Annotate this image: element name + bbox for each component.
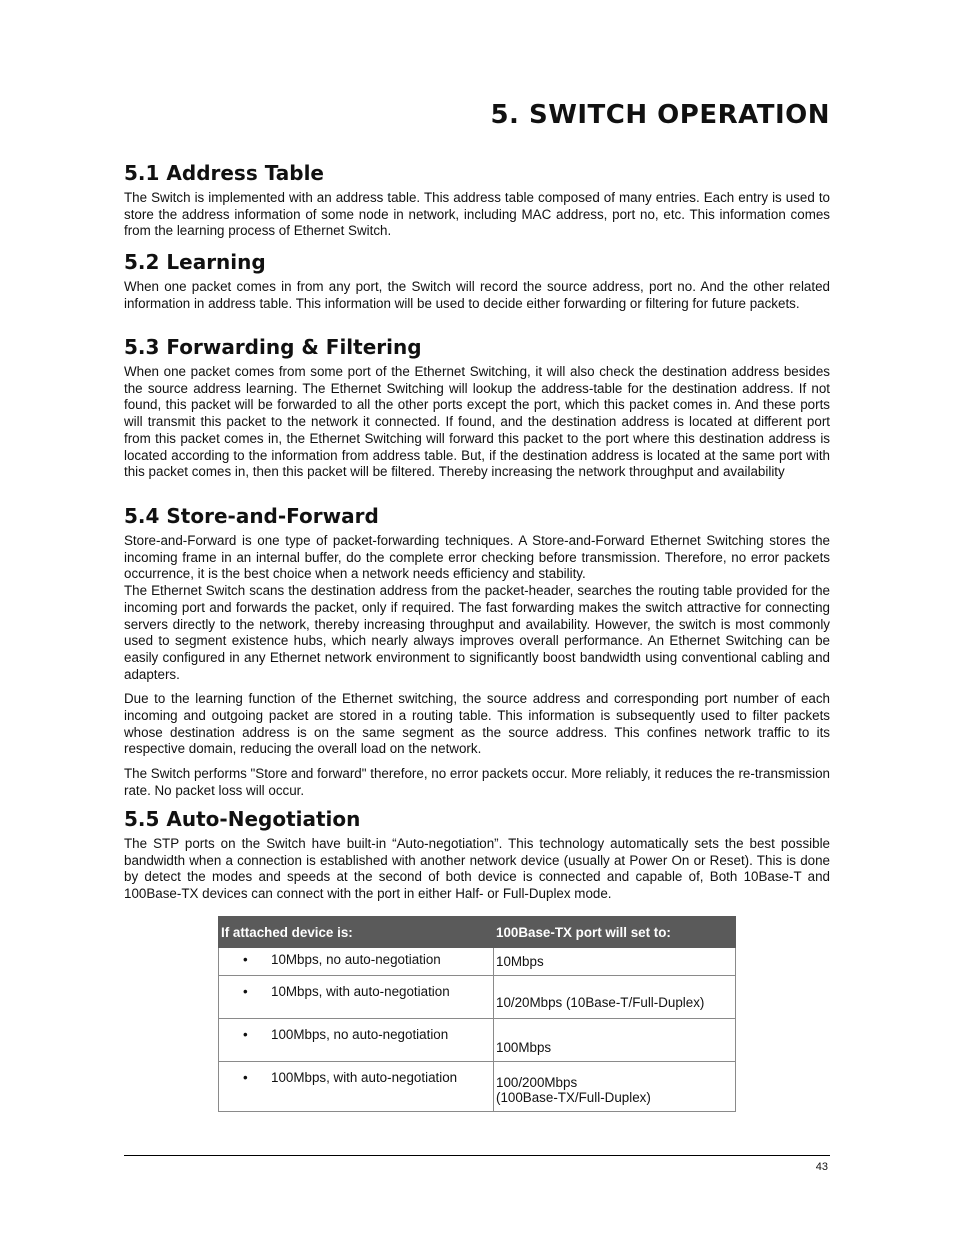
bullet: •	[243, 1070, 248, 1085]
chapter-title: 5. SWITCH OPERATION	[490, 100, 830, 130]
table-row	[219, 976, 736, 1019]
table-cell	[219, 1019, 494, 1062]
section-heading: 5.1 Address Table	[124, 161, 324, 185]
section-heading: 5.3 Forwarding & Filtering	[124, 335, 422, 359]
page-number: 43	[815, 1161, 828, 1173]
paragraph: The Switch performs "Store and forward" therefore, no error packets occur. More reliably, it reduces the re-transmission rate. No packet loss will occur.	[124, 766, 830, 798]
negotiation-table	[218, 916, 736, 1112]
device-mode: 10Mbps, with auto-negotiation	[271, 984, 450, 999]
table-cell: 10Mbps	[494, 948, 736, 976]
section-learning	[124, 249, 830, 312]
table-row	[219, 1062, 736, 1112]
paragraph: Due to the learning function of the Ethernet switching, the source address and corresponding port number of each incoming and outgoing packet are stored in a routing table. This information is subsequently used to filter packets whose destination address is on the same segment as the source address. This confines network traffic to its respective domain, reducing the overall load on the network.	[124, 691, 830, 757]
table-cell	[219, 948, 494, 976]
section-auto-negotiation	[124, 806, 830, 903]
table-cell	[219, 1062, 494, 1112]
section-heading: 5.5 Auto-Negotiation	[124, 807, 361, 831]
table-header-cell: 100Base-TX port will set to:	[494, 917, 736, 948]
table-cell	[219, 976, 494, 1019]
device-mode: 100Mbps, with auto-negotiation	[271, 1070, 458, 1085]
device-mode: 10Mbps, no auto-negotiation	[271, 952, 441, 967]
paragraph: The STP ports on the Switch have built-in “Auto-negotiation”. This technology automatically sets the best possible bandwidth when a connection is established with another network device (usually at Power On or Reset). This is done by detect the modes and speeds at the second of both device is connected and capable of, Both 10Base-T and 100Base-TX devices can connect with the port in either Half- or Full-Duplex mode.	[124, 836, 830, 902]
device-mode: 100Mbps, no auto-negotiation	[271, 1027, 449, 1042]
table-header-cell: If attached device is:	[219, 917, 494, 948]
section-store-and-forward	[124, 503, 830, 800]
table-row	[219, 1019, 736, 1062]
paragraph: The Ethernet Switch scans the destination address from the packet-header, searches the routing table provided for the incoming port and forwards the packet, only if required. The fast forwarding makes the switch attractive for connecting servers directly to the network, thereby increasing throughput and availability. However, the switch is most commonly used to segment existence hubs, which nearly always improves overall performance. An Ethernet Switching can be easily configured in any Ethernet network environment to significantly boost bandwidth using conventional cabling and adapters.	[124, 583, 830, 682]
table-header-row	[219, 917, 736, 948]
bullet: •	[243, 952, 248, 967]
table-row	[219, 948, 736, 976]
bullet: •	[243, 984, 248, 999]
footer-rule	[124, 1155, 830, 1156]
bullet: •	[243, 1027, 248, 1042]
table-cell: 100/200Mbps (100Base-TX/Full-Duplex)	[494, 1062, 736, 1112]
section-address-table	[124, 160, 830, 240]
section-forwarding-filtering	[124, 334, 830, 481]
section-heading: 5.4 Store-and-Forward	[124, 504, 379, 528]
table-cell: 10/20Mbps (10Base-T/Full-Duplex)	[494, 976, 736, 1019]
paragraph: Store-and-Forward is one type of packet-forwarding techniques. A Store-and-Forward Ethernet Switching stores the incoming frame in an internal buffer, do the complete error checking before transmission. Therefore, no error packets occurrence, it is the best choice when a network needs efficiency and stability.	[124, 533, 830, 582]
paragraph: When one packet comes in from any port, the Switch will record the source address, port no. And the other related information in address table. This information will be used to decide either forwarding or filtering for future packets.	[124, 279, 830, 311]
section-heading: 5.2 Learning	[124, 250, 266, 274]
paragraph: When one packet comes from some port of the Ethernet Switching, it will also check the destination address besides the source address learning. The Ethernet Switching will lookup the address-table for the destination address. If not found, this packet will be forwarded to all the other ports except the port, which this packet comes in. And these ports will transmit this packet to the network it connected. If found, and the destination address is located at different port from this packet comes in, the Ethernet Switching will forward this packet to the port where this destination address is located according to the information from address table. But, if the destination address is located at the same port with this packet comes in, then this packet will be filtered. Thereby increasing the network throughput and availability	[124, 364, 830, 480]
paragraph: The Switch is implemented with an address table. This address table composed of many entries. Each entry is used to store the address information of some node in network, including MAC address, port no, etc. This information comes from the learning process of Ethernet Switch.	[124, 190, 830, 239]
table-cell: 100Mbps	[494, 1019, 736, 1062]
